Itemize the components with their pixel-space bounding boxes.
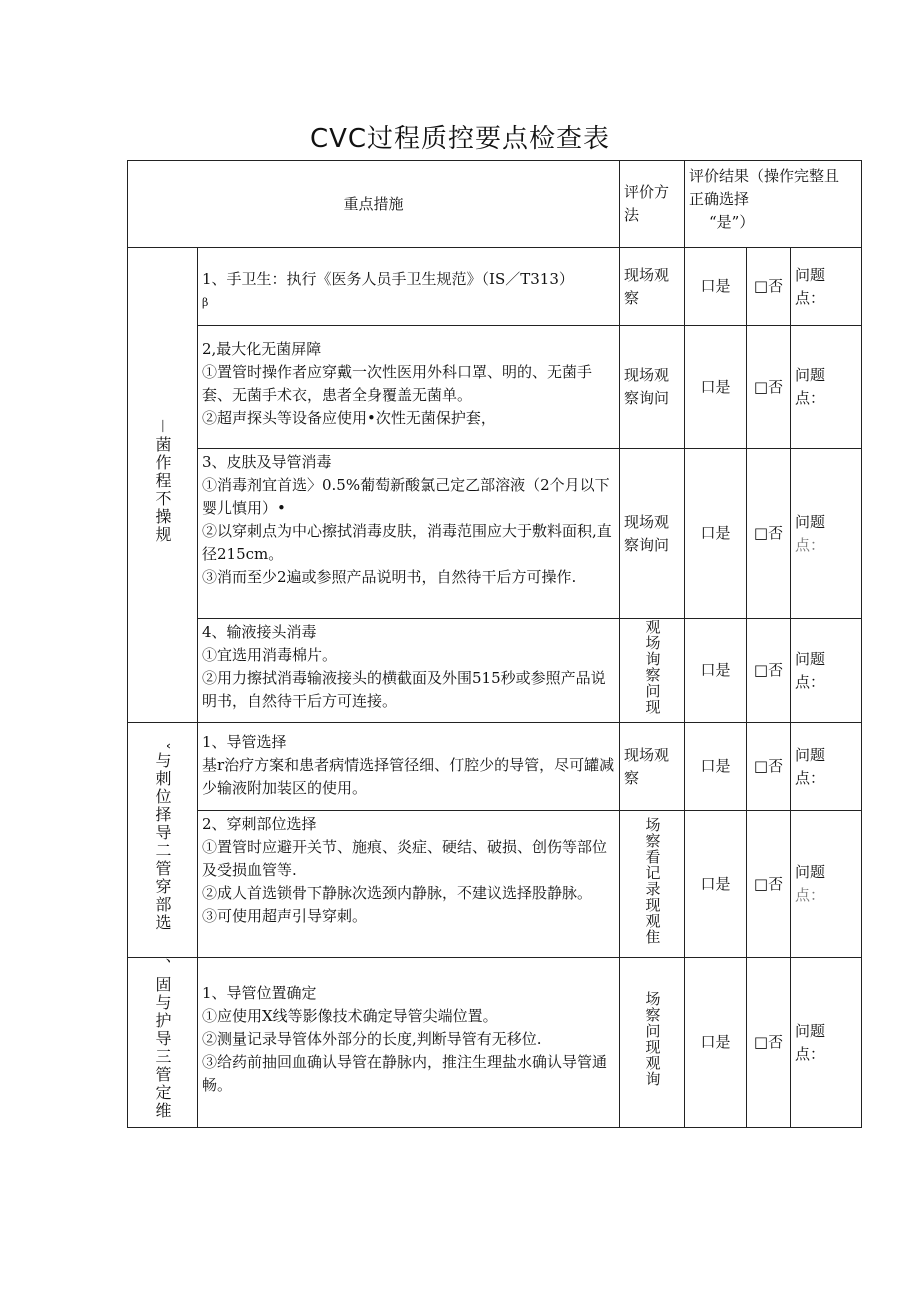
yes-checkbox[interactable]: 口是 bbox=[685, 326, 747, 449]
problem-field[interactable]: 问题 点： bbox=[791, 723, 862, 811]
no-checkbox[interactable]: □否 bbox=[747, 248, 791, 326]
no-checkbox[interactable]: □否 bbox=[747, 326, 791, 449]
table-row bbox=[128, 326, 862, 449]
method-cell: 现场观察询问 bbox=[620, 449, 685, 619]
category-cell: －菌作程不操规 bbox=[128, 248, 198, 723]
problem-field[interactable]: 问题 点： bbox=[791, 619, 862, 723]
table-row bbox=[128, 723, 862, 811]
problem-field[interactable]: 问题 点： bbox=[791, 811, 862, 958]
method-cell: 现场观察询问 bbox=[620, 326, 685, 449]
no-checkbox[interactable]: □否 bbox=[747, 811, 791, 958]
measure-cell: 2、穿刺部位选择 ①置管时应避开关节、施痕、炎症、硬结、破损、创伤等部位及受损血管等. ②成人首选锁骨下静脉次选颈内静脉，不建议选择股静脉。 ③可使用超声引导穿刺。 bbox=[198, 811, 620, 958]
no-checkbox[interactable]: □否 bbox=[747, 723, 791, 811]
header-row bbox=[128, 161, 862, 248]
problem-field[interactable]: 问题 点： bbox=[791, 248, 862, 326]
problem-field[interactable]: 问题 点： bbox=[791, 326, 862, 449]
method-cell: 现场观察 bbox=[620, 723, 685, 811]
page-title: CVC过程质控要点检查表 bbox=[309, 124, 611, 154]
table-row bbox=[128, 619, 862, 723]
yes-checkbox[interactable]: 口是 bbox=[685, 449, 747, 619]
yes-checkbox[interactable]: 口是 bbox=[685, 958, 747, 1128]
category-cell: 、固与护导三管定维 bbox=[128, 958, 198, 1128]
measure-cell: 1、手卫生：执行《医务人员手卫生规范》（IS／T313） β bbox=[198, 248, 620, 326]
measure-cell: 2,最大化无菌屏障 ①置管时操作者应穿戴一次性医用外科口罩、明的、无菌手套、无菌手术衣，患者全身覆盖无菌单。 ②超声探头等设备应使用•次性无菌保护套， bbox=[198, 326, 620, 449]
table-row bbox=[128, 811, 862, 958]
measure-cell: 1、导管位置确定 ①应使用X线等影像技术确定导管尖端位置。 ②测量记录导管体外部分的长度,判断导管有无移位. ③给药前抽回血确认导管在静脉内，推注生理盐水确认导管通畅。 bbox=[198, 958, 620, 1128]
no-checkbox[interactable]: □否 bbox=[747, 958, 791, 1128]
method-cell: 场察问现观询 bbox=[620, 958, 685, 1128]
measure-cell: 4、输液接头消毒 ①宜选用消毒棉片。 ②用力擦拭消毒输液接头的横截面及外围515秒或参照产品说明书，自然待干后方可连接。 bbox=[198, 619, 620, 723]
method-cell: 观场询察问现 bbox=[620, 619, 685, 723]
header-measure: 重点措施 bbox=[128, 161, 620, 248]
problem-field[interactable]: 问题 点： bbox=[791, 958, 862, 1128]
no-checkbox[interactable]: □否 bbox=[747, 619, 791, 723]
yes-checkbox[interactable]: 口是 bbox=[685, 248, 747, 326]
header-method: 评价方法 bbox=[620, 161, 685, 248]
category-cell: ˇ与刺位择导二管穿部选 bbox=[128, 723, 198, 958]
table-row bbox=[128, 449, 862, 619]
table-row bbox=[128, 248, 862, 326]
no-checkbox[interactable]: □否 bbox=[747, 449, 791, 619]
method-cell: 现场观察 bbox=[620, 248, 685, 326]
table-row bbox=[128, 958, 862, 1128]
method-cell: 场察看记录现观隹 bbox=[620, 811, 685, 958]
measure-cell: 3、皮肤及导管消毒 ①消毒剂宜首选〉0.5%葡萄新酸氯己定乙部溶液（2个月以下婴儿慎用）• ②以穿刺点为中心擦拭消毒皮肤，消毒范围应大于敷料面积,直径215cm。 ③消而至少2遍或参照产品说明书，自然待干后方可操作. bbox=[198, 449, 620, 619]
yes-checkbox[interactable]: 口是 bbox=[685, 723, 747, 811]
yes-checkbox[interactable]: 口是 bbox=[685, 811, 747, 958]
yes-checkbox[interactable]: 口是 bbox=[685, 619, 747, 723]
checklist-table bbox=[127, 160, 862, 1128]
header-result: 评价结果（操作完整且 正确选择 “是”） bbox=[685, 161, 862, 248]
measure-cell: 1、导管选择 基r治疗方案和患者病情选择管径细、仃腔少的导管，尽可罐减少输液附加装区的使用。 bbox=[198, 723, 620, 811]
problem-field[interactable]: 问题 点： bbox=[791, 449, 862, 619]
